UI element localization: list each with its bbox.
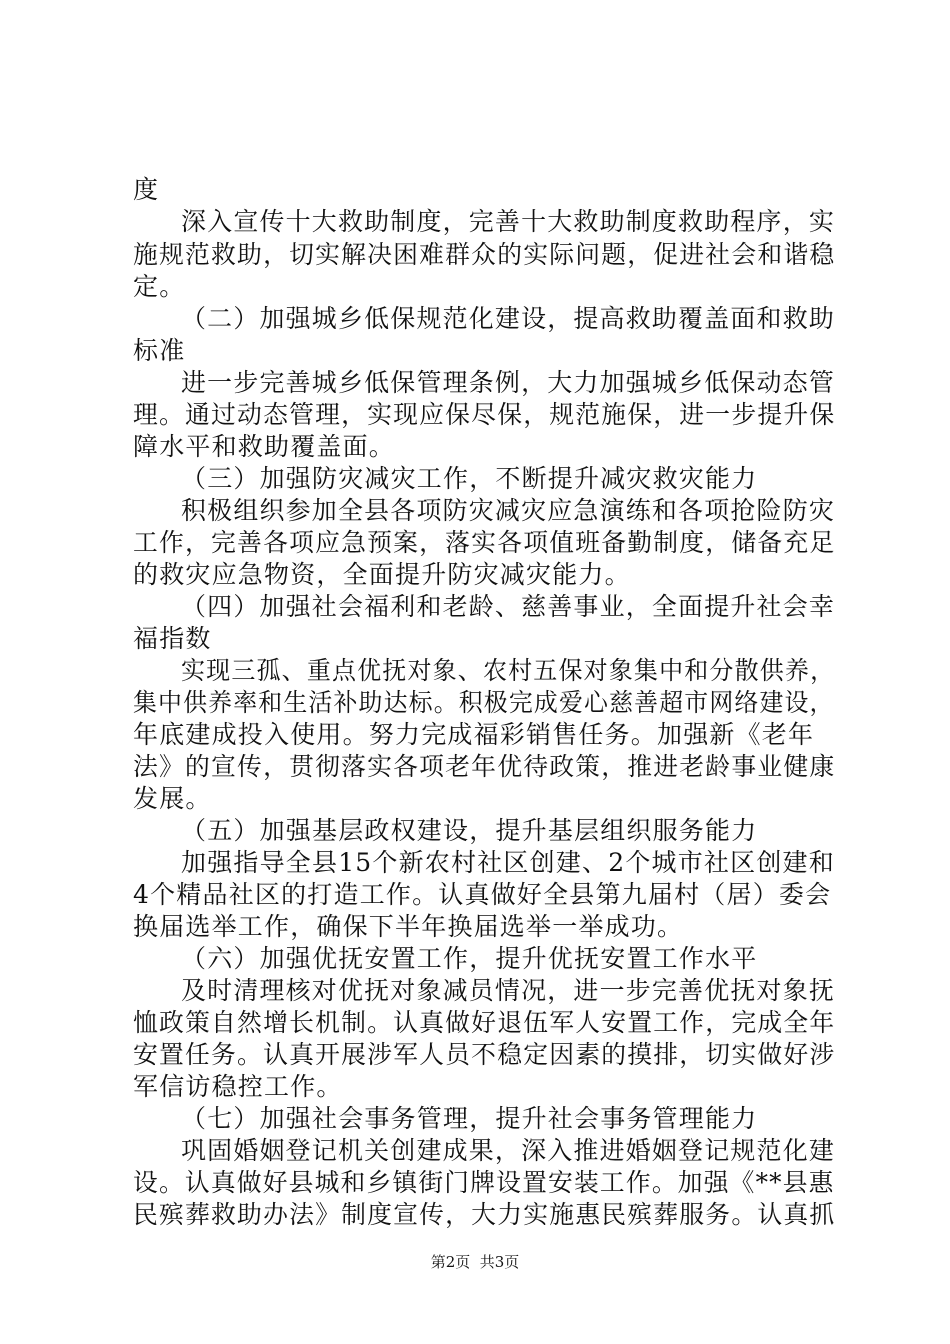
paragraph-line: 设。认真做好县城和乡镇街门牌设置安装工作。加强《**县惠 (133, 1168, 835, 1197)
section-heading-line: 福指数 (133, 624, 212, 653)
paragraph-line: 度 (133, 175, 160, 204)
paragraph-line: 年底建成投入使用。努力完成福彩销售任务。加强新《老年 (133, 720, 815, 749)
paragraph-line: 进一步完善城乡低保管理条例，大力加强城乡低保动态管 (181, 368, 836, 397)
paragraph-line: 实现三孤、重点优抚对象、农村五保对象集中和分散供养， (181, 656, 836, 685)
section-heading-line: （五）加强基层政权建设，提升基层组织服务能力 (181, 816, 758, 845)
paragraph-line: 安置任务。认真开展涉军人员不稳定因素的摸排，切实做好涉 (133, 1040, 836, 1069)
section-heading-line: （二）加强城乡低保规范化建设，提高救助覆盖面和救助 (181, 304, 836, 333)
paragraph-line: 及时清理核对优抚对象减员情况，进一步完善优抚对象抚 (181, 976, 836, 1005)
paragraph-line: 的救灾应急物资，全面提升防灾减灾能力。 (133, 560, 631, 589)
paragraph-line: 恤政策自然增长机制。认真做好退伍军人安置工作，完成全年 (133, 1008, 836, 1037)
paragraph-line: 法》的宣传，贯彻落实各项老年优待政策，推进老龄事业健康 (133, 752, 836, 781)
paragraph-line: 民殡葬救助办法》制度宣传，大力实施惠民殡葬服务。认真抓 (133, 1200, 836, 1229)
paragraph-line: 军信访稳控工作。 (133, 1072, 343, 1101)
paragraph-line: 定。 (133, 272, 186, 301)
section-heading-line: （四）加强社会福利和老龄、慈善事业，全面提升社会幸 (181, 592, 836, 621)
paragraph-line: 巩固婚姻登记机关创建成果，深入推进婚姻登记规范化建 (181, 1136, 836, 1165)
paragraph-line: 积极组织参加全县各项防灾减灾应急演练和各项抢险防灾 (181, 496, 836, 525)
paragraph-line: 集中供养率和生活补助达标。积极完成爱心慈善超市网络建设， (133, 688, 835, 717)
page-number-footer: 第2页 共3页 (430, 1253, 520, 1271)
section-heading-line: （三）加强防灾减灾工作，不断提升减灾救灾能力 (181, 464, 758, 493)
section-heading-line: 标准 (133, 336, 186, 365)
paragraph-line: 加强指导全县15个新农村社区创建、2个城市社区创建和 (181, 848, 835, 877)
paragraph-line: 施规范救助，切实解决困难群众的实际问题，促进社会和谐稳 (133, 240, 836, 269)
section-heading-line: （六）加强优抚安置工作，提升优抚安置工作水平 (181, 944, 758, 973)
paragraph-line: 4个精品社区的打造工作。认真做好全县第九届村（居）委会 (133, 880, 832, 909)
paragraph-line: 换届选举工作，确保下半年换届选举一举成功。 (133, 912, 684, 941)
paragraph-line: 障水平和救助覆盖面。 (133, 432, 396, 461)
paragraph-line: 深入宣传十大救助制度，完善十大救助制度救助程序，实 (181, 207, 836, 236)
paragraph-line: 发展。 (133, 784, 212, 813)
paragraph-line: 理。通过动态管理，实现应保尽保，规范施保，进一步提升保 (133, 400, 836, 429)
paragraph-line: 工作，完善各项应急预案，落实各项值班备勤制度，储备充足 (133, 528, 836, 557)
section-heading-line: （七）加强社会事务管理，提升社会事务管理能力 (181, 1104, 758, 1133)
